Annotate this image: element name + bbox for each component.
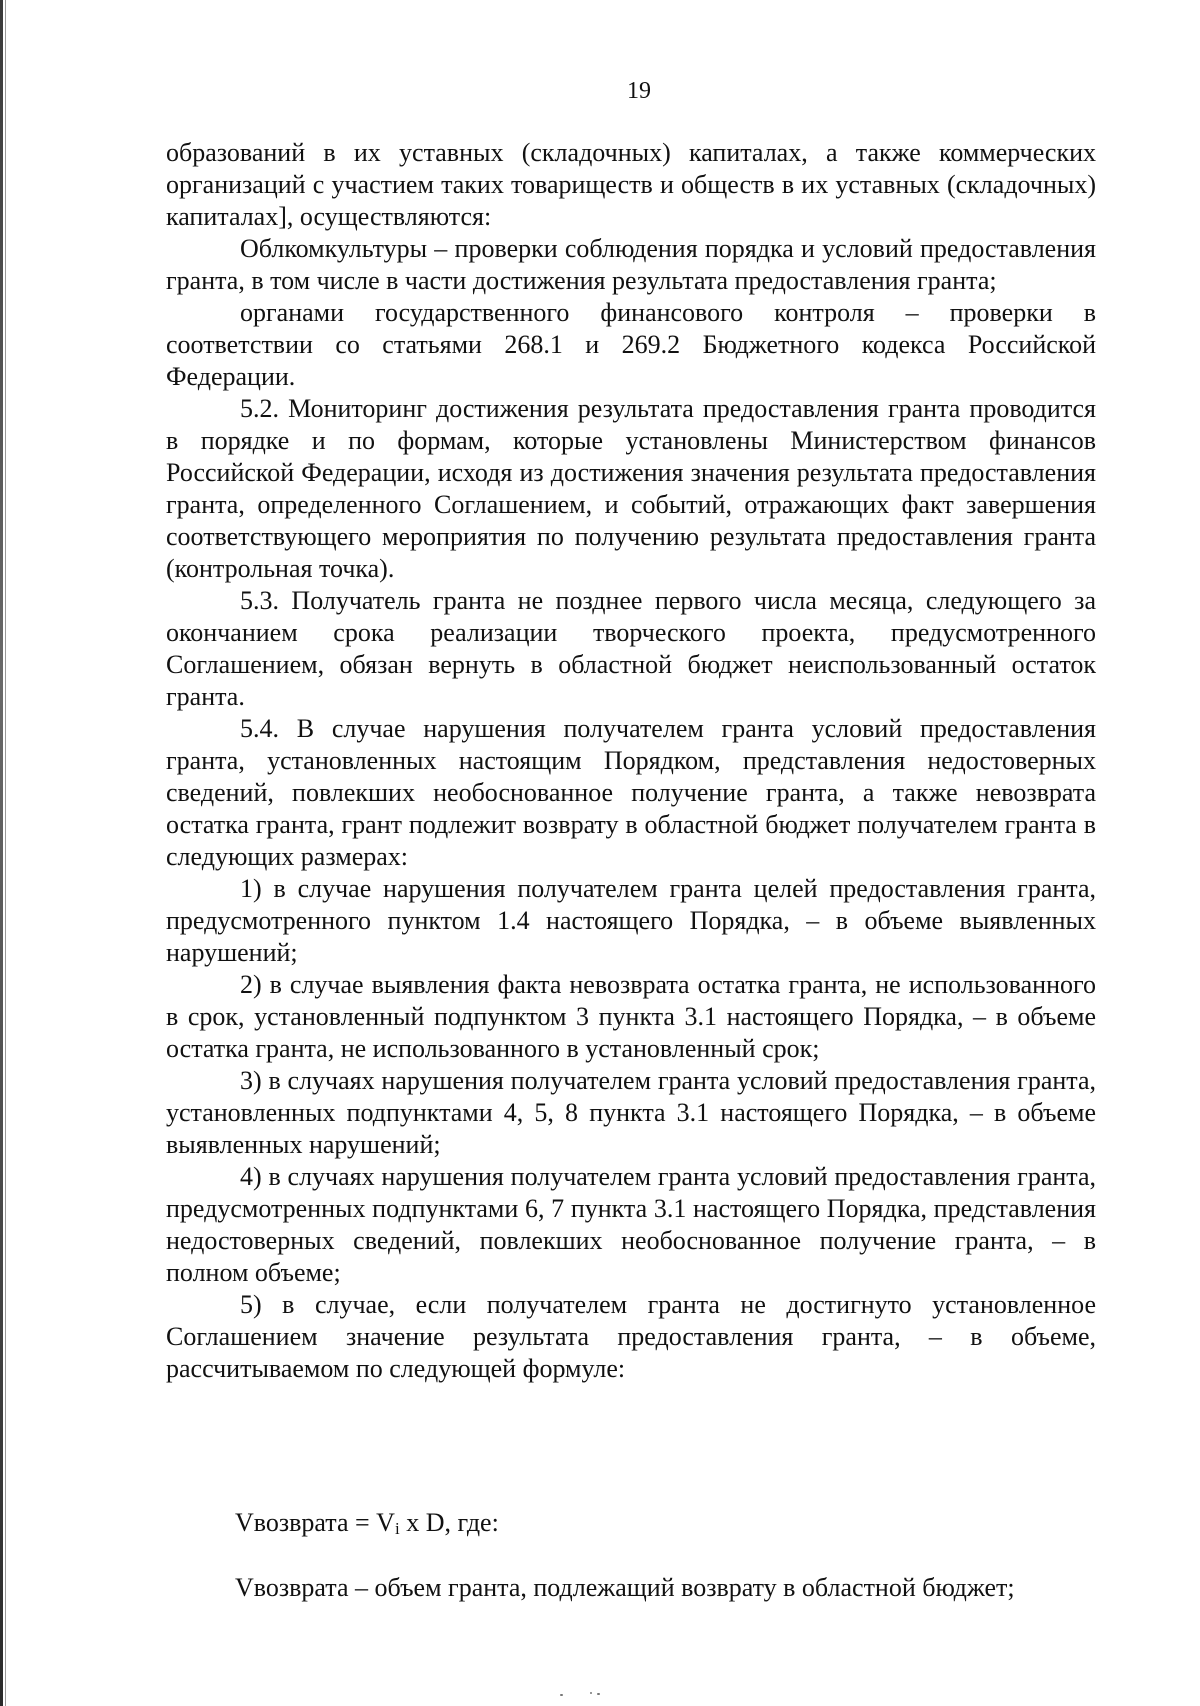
paragraph-5-3: 5.3. Получатель гранта не позднее первого числа месяца, следующего за окончанием срока реализации творческого проекта, предусмотренного Соглашением, обязан вернуть в областной бюджет неиспользованный остаток гранта. — [166, 586, 1096, 711]
paragraph-state-control: органами государственного финансового контроля – проверки в соответствии со статьями 268.1 и 269.2 Бюджетного кодекса Российской Федерации. — [166, 298, 1096, 391]
scan-speck — [597, 1693, 600, 1695]
scan-speck — [560, 1694, 563, 1696]
formula — [235, 1507, 499, 1545]
list-item-4: 4) в случаях нарушения получателем гранта условий предоставления гранта, предусмотренных подпунктами 6, 7 пункта 3.1 настоящего Порядка, представления недостоверных сведений, повлекших необоснованное получение гранта, – в полном объеме; — [166, 1162, 1096, 1287]
formula-definition: Vвозврата – объем гранта, подлежащий возврату в областной бюджет; — [235, 1573, 1015, 1602]
list-item-3: 3) в случаях нарушения получателем гранта условий предоставления гранта, установленных подпунктами 4, 5, 8 пункта 3.1 настоящего Порядка, – в объеме выявленных нарушений; — [166, 1066, 1096, 1159]
paragraph-continuation: образований в их уставных (складочных) капиталах, а также коммерческих организаций с участием таких товариществ и обществ в их уставных (складочных) капиталах], осуществляются: — [166, 138, 1096, 231]
scan-speck — [590, 1692, 592, 1694]
list-item-1: 1) в случае нарушения получателем гранта целей предоставления гранта, предусмотренного пунктом 1.4 настоящего Порядка, – в объеме выявленных нарушений; — [166, 874, 1096, 967]
formula-rhs: x D, где: — [399, 1508, 499, 1537]
page-number: 19 — [627, 78, 651, 104]
list-item-2: 2) в случае выявления факта невозврата остатка гранта, не использованного в срок, установленный подпунктом 3 пункта 3.1 настоящего Порядка, – в объеме остатка гранта, не использованного в установленный срок; — [166, 970, 1096, 1063]
paragraph-5-4: 5.4. В случае нарушения получателем гранта условий предоставления гранта, установленных настоящим Порядком, представления недостоверных сведений, повлекших необоснованное получение гранта, а также невозврата остатка гранта, грант подлежит возврату в областной бюджет получателем гранта в следующих размерах: — [166, 714, 1096, 871]
formula-subscript: i — [394, 1519, 400, 1538]
list-item-5: 5) в случае, если получателем гранта не достигнуто установленное Соглашением значение результата предоставления гранта, – в объеме, рассчитываемом по следующей формуле: — [166, 1290, 1096, 1383]
paragraph-oblkomkultury: Облкомкультуры – проверки соблюдения порядка и условий предоставления гранта, в том числе в части достижения результата предоставления гранта; — [166, 234, 1096, 295]
scan-edge — [0, 0, 3, 1706]
scan-edge-line — [5, 0, 6, 1706]
paragraph-5-2: 5.2. Мониторинг достижения результата предоставления гранта проводится в порядке и по формам, которые установлены Министерством финансов Российской Федерации, исходя из достижения значения результата предоставления гранта, определенного Соглашением, и событий, отражающих факт завершения соответствующего мероприятия по получению результата предоставления гранта (контрольная точка). — [166, 394, 1096, 583]
document-body — [166, 137, 1096, 1385]
formula-lhs: Vвозврата = V — [235, 1508, 395, 1537]
